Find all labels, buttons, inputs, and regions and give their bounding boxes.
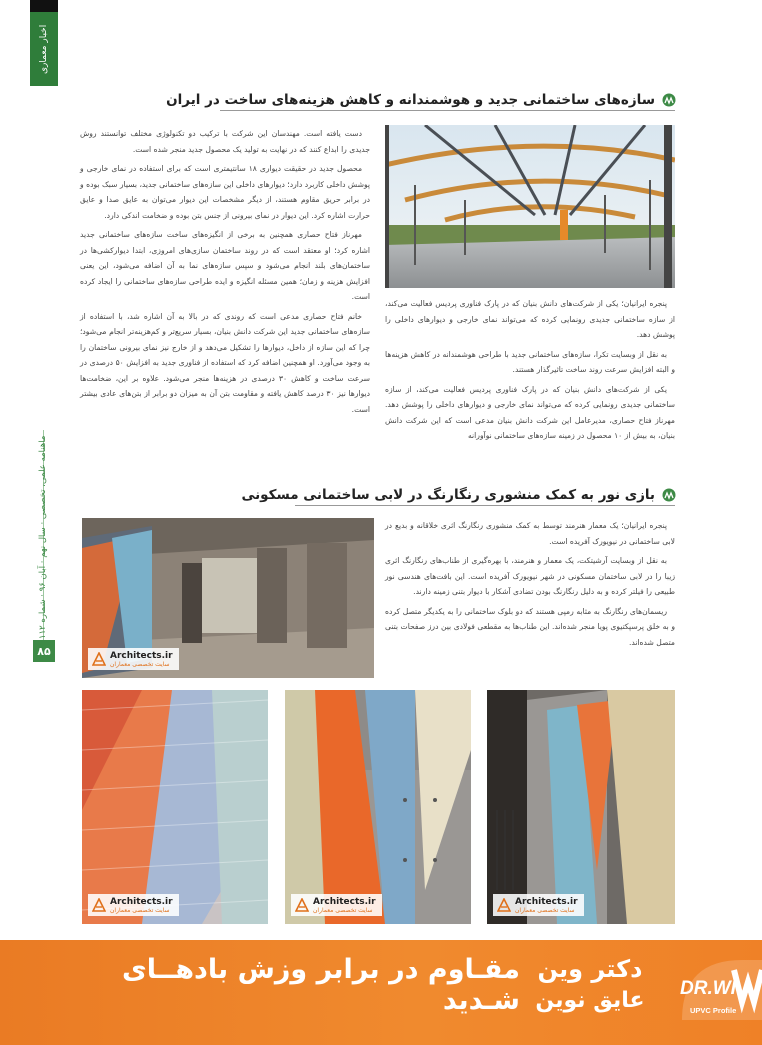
article2-column-right: [385, 518, 675, 678]
architects-name: Architects.ir: [110, 650, 173, 661]
architects-logo-icon: [295, 898, 309, 912]
heading-bullet-icon: [661, 93, 677, 107]
architects-watermark: [88, 648, 179, 670]
architects-logo-icon: [92, 652, 106, 666]
construction-photo: [385, 125, 675, 288]
issue-info: ماهنامه علمی، تخصصی · سال نهم · آبان ۹۶ · شماره ۱۱۲: [38, 435, 48, 640]
article1-title-rule: [220, 110, 675, 111]
article1-left-p1: دست یافته است. مهندسان این شرکت با ترکیب دو تکنولوژی مختلف توانستند روش جدیدی را ابداع کنند که در نهایت به تولید یک محصول جدید منجر شده است.: [80, 129, 370, 154]
rope-photo-middle-art: [285, 690, 471, 924]
ad-brand-line2: عایق نوین: [535, 988, 645, 1013]
ad-brand-line1: دکتر وین: [537, 955, 643, 983]
section-tab-label: اخبار معماری: [39, 24, 49, 74]
article2-right-p1: پنجره ایرانیان؛ یک معمار هنرمند توسط به کمک منشوری رنگارنگ اثری خلاقانه و بدیع در لابی ساختمانی در نیویورک آفریده است.: [385, 521, 675, 546]
architects-watermark: [291, 894, 382, 916]
architects-watermark: [88, 894, 179, 916]
architects-logo-icon: [92, 898, 106, 912]
article1-right-p3: یکی از شرکت‌های دانش بنیان که در پارک فناوری پردیس فعالیت می‌کند، از سازه ساختمانی جدیدی رونمایی کرده که می‌تواند نمای خارجی و دیوارهای داخلی را پوشش دهد. مهرناز فتاح حصاری، مدیرعامل این شرکت دانش بنیان مدعی است که این شرکت دانش بنیان، به بیش از ۱۰ محصول در زمینه سازه‌های ساختمانی نوآورانه: [385, 384, 675, 440]
article1-left-p2: محصول جدید در حقیقت دیواری ۱۸ سانتیمتری است که برای استفاده در نمای خارجی و پوشش داخلی کاربرد دارد؛ دیوارهای داخلی این سازه‌های ساختمانی جدید، بسیار سبک بوده و در برابر حریق مقاوم هستند، از دیگر مشخصات این دیوار می‌توان به عایق صدا و عایق حرارت اشاره کرد. این دیوار در نمای بیرونی از جنس بتن بوده و ضخامت اندکی دارد.: [80, 164, 370, 220]
rope-photo-right: [487, 690, 675, 924]
lobby-photo: [82, 518, 374, 678]
article2-right-p2: به نقل از وبسایت آرشیتکت، یک معمار و هنرمند، با بهره‌گیری از طناب‌های رنگارنگ اثری زیبا را در لابی ساختمان مسکونی در شهر نیویورک آفریده است. این بافت‌های هندسی نور طبیعی را فیلتر کرده و به دلیل رنگارنگ بودن تضادی آشکار با دیوار بتنی زمینه دارند.: [385, 556, 675, 596]
article1-right-p2: به نقل از وبسایت تکرا، سازه‌های ساختمانی جدید با طراحی هوشمندانه در کاهش هزینه‌ها و البته افزایش سرعت روند ساخت تاثیرگذار هستند.: [385, 349, 675, 374]
architects-sub: سایت تخصصی معماران: [110, 906, 170, 914]
ad-slogan: مقـاوم در برابر وزش بادهــای شـدید: [122, 954, 520, 1016]
architects-logo-icon: [497, 898, 511, 912]
article1-title-row: [166, 88, 677, 112]
rope-photo-middle: [285, 690, 471, 924]
article2-title-row: [241, 483, 677, 507]
article1-title: سازه‌های ساختمانی جدید و هوشمندانه و کاهش هزینه‌های ساخت در ایران: [166, 92, 655, 108]
article1-column-left: [80, 126, 370, 466]
architects-sub: سایت تخصصی معماران: [515, 906, 575, 914]
architects-sub: سایت تخصصی معماران: [313, 906, 373, 914]
article1-left-p4: خانم فتاح حصاری مدعی است که روندی که در بالا به آن اشاره شد، با استفاده از سازه‌های ساختمانی جدید این شرکت دانش بنیان، بسیار سریع‌تر و کم‌هزینه‌تر انجام می‌شود؛ چرا که این سازه از داخل، دیوارها را تشکیل می‌دهد و از خارج نیز نمای بیرونی ساختمان را به وجود می‌آورد. او همچنین اضافه کرد که استفاده از فناوری جدید به افزایش ۵۰ درصدی در سرعت ساخت و کاهش ۳۰ درصدی در هزینه‌ها منجر می‌شود. علاوه بر این، ضخامت‌ها دیوارها نیز ۳۰ درصد کاهش یافته و مقاومت بتن آن به میزان دو برابر از بتن‌های عادی بیشتر است.: [80, 311, 370, 414]
architects-name: Architects.ir: [515, 896, 578, 907]
rope-photo-left-art: [82, 690, 268, 924]
article1-right-p1: پنجره ایرانیان؛ یکی از شرکت‌های دانش بنیان که در پارک فناوری پردیس فعالیت می‌کند، از سازه ساختمانی جدیدی رونمایی کرده که می‌تواند نمای خارجی و دیوارهای داخلی را پوشش دهد.: [385, 299, 675, 339]
article1-left-p3: مهرناز فتاح حصاری همچنین به برخی از انگیزه‌های ساخت سازه‌های ساختمانی جدید اشاره کرد؛ او معتقد است که در روند ساختمان سازی‌های امروزی، ابتدا دیوارکشی‌ها در ساختمان‌های بلند انجام می‌شود و سپس سازه‌های نما به آن اضافه می‌شود، این یعنی افزایش هزینه و زمان؛ همین مسئله انگیزه و ایده طراحی سازه‌های ساختمانی را ایجاد کرده است.: [80, 230, 370, 301]
article1-column-right: [385, 296, 675, 471]
architects-name: Architects.ir: [313, 896, 376, 907]
architects-sub: سایت تخصصی معماران: [110, 660, 170, 668]
architects-name: Architects.ir: [110, 896, 173, 907]
article2-title-rule: [295, 505, 675, 506]
section-tab-cap: [30, 0, 58, 12]
rope-photo-right-art: [487, 690, 675, 924]
drwin-logo-text: DR.WI: [680, 978, 736, 999]
construction-photo-art: [385, 125, 675, 288]
drwin-logo-sub: UPVC Profile: [690, 1006, 737, 1015]
page-number: ۸۵: [33, 640, 55, 662]
rope-photo-left: [82, 690, 268, 924]
architects-watermark: [493, 894, 584, 916]
article2-right-p3: ریسمان‌های رنگارنگ به مثابه رمپی هستند که دو بلوک ساختمانی را به یکدیگر متصل کرده و به خلق پرسپکتیوی پویا منجر شده‌اند. این طناب‌ها به مقطعی فولادی بین درز صفحات بتنی متصل شده‌اند.: [385, 606, 675, 647]
article2-title: بازی نور به کمک منشوری رنگارنگ در لابی ساختمانی مسکونی: [241, 487, 655, 503]
heading-bullet-icon: [661, 488, 677, 502]
